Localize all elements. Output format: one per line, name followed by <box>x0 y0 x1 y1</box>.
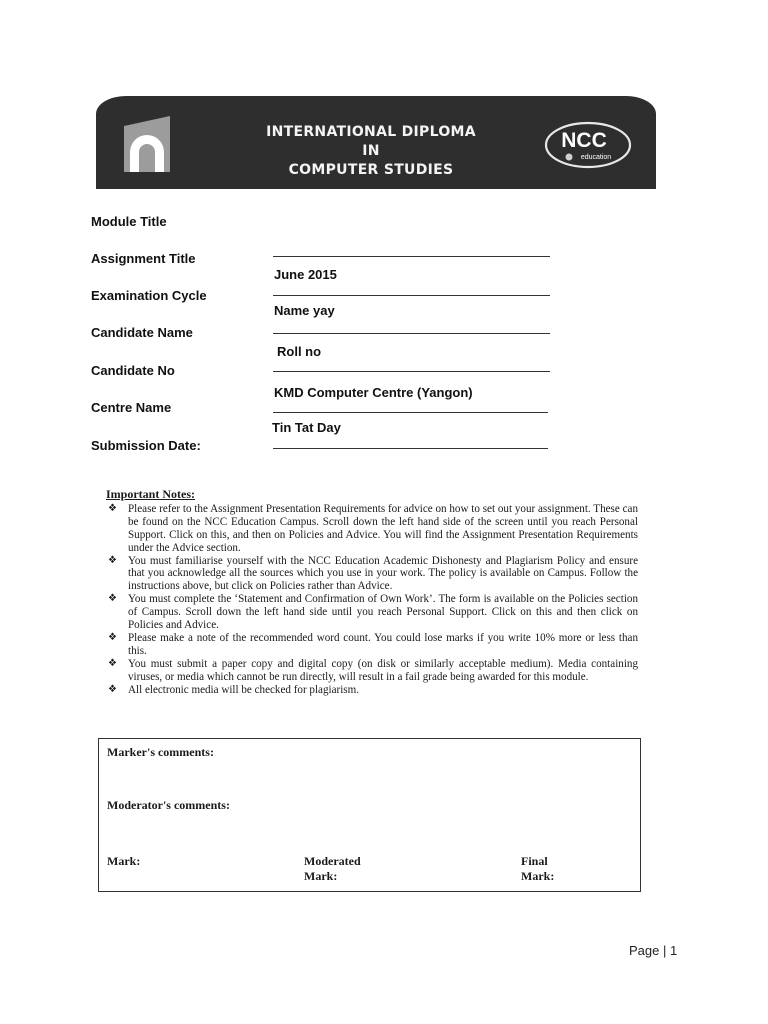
moderators-comments-label: Moderator's comments: <box>107 798 230 812</box>
note-text: You must submit a paper copy and digital copy (on disk or similarly acceptable medium). Media containing viruses, or media which cannot be run directly, will result in a fail grade being awarded for this module. <box>128 657 638 683</box>
important-notes <box>106 488 638 697</box>
comments-box <box>98 738 641 892</box>
note-text: Please make a note of the recommended word count. You could lose marks if you write 10% more or less than this. <box>128 631 638 657</box>
diamond-bullet-icon: ❖ <box>108 631 117 643</box>
note-text: All electronic media will be checked for plagiarism. <box>128 683 360 696</box>
ncc-education-logo-icon <box>544 120 632 170</box>
page-number: Page | 1 <box>629 943 678 958</box>
label-examination-cycle: Examination Cycle <box>91 288 207 303</box>
note-text: You must complete the ‘Statement and Confirmation of Own Work’. The form is available on the Policies section of Campus. Scroll down the left hand side until you reach Personal Support. Click on this and then click on Policies and Advice. <box>128 593 638 632</box>
banner-title-line: IN <box>362 143 380 159</box>
arch-logo-icon <box>124 116 170 172</box>
field-underline <box>273 295 550 296</box>
markers-comments-label: Marker's comments: <box>107 745 214 759</box>
note-item <box>106 632 638 658</box>
moderated-mark-line: Mark: <box>304 869 338 883</box>
diamond-bullet-icon: ❖ <box>108 657 117 669</box>
diamond-bullet-icon: ❖ <box>108 554 117 566</box>
label-candidate-name: Candidate Name <box>91 325 193 340</box>
value-candidate-name: Name yay <box>274 303 335 318</box>
value-candidate-no: Roll no <box>277 344 322 359</box>
banner-title <box>236 123 506 180</box>
field-underline <box>273 256 550 257</box>
moderated-mark-label <box>304 854 361 884</box>
diamond-bullet-icon: ❖ <box>108 593 117 605</box>
note-text: You must familiarise yourself with the NCC Education Academic Dishonesty and Plagiarism Policy and ensure that you acknowledge all the sources which you use in your work. The policy is available on Campus. Follow the instructions above, but click on Policies rather than Advice. <box>128 554 638 593</box>
field-underline <box>273 371 550 372</box>
moderated-mark-line: Moderated <box>304 854 361 868</box>
value-centre-name: KMD Computer Centre (Yangon) <box>274 385 473 400</box>
header-banner <box>96 96 656 189</box>
note-text: Please refer to the Assignment Presentation Requirements for advice on how to set out your assignment. These can be found on the NCC Education Campus. Scroll down the left hand side of the screen until you reach Personal Support. Click on this, and then on Policies and Advice. You will find the Assignment Presentation Requirements under the Advice section. <box>128 502 638 554</box>
final-mark-line: Final <box>521 854 548 868</box>
field-underline <box>273 412 548 413</box>
label-centre-name: Centre Name <box>91 400 172 415</box>
ncc-logo-text: NCC <box>561 129 607 152</box>
value-examination-cycle: June 2015 <box>274 267 337 282</box>
note-item <box>106 658 638 684</box>
note-item <box>106 555 638 594</box>
banner-title-line: INTERNATIONAL DIPLOMA <box>266 124 476 140</box>
field-underline <box>273 333 550 334</box>
note-item <box>106 503 638 555</box>
banner-title-line: COMPUTER STUDIES <box>288 162 454 178</box>
notes-heading: Important Notes: <box>106 487 195 501</box>
label-candidate-no: Candidate No <box>91 363 175 378</box>
diamond-bullet-icon: ❖ <box>108 502 117 514</box>
label-assignment-title: Assignment Title <box>91 251 196 266</box>
mark-label: Mark: <box>107 854 141 868</box>
ncc-logo-subtext: education <box>580 154 612 161</box>
value-submission-date: Tin Tat Day <box>272 420 341 435</box>
label-submission-date: Submission Date: <box>91 438 201 453</box>
note-item <box>106 684 638 697</box>
label-module-title: Module Title <box>91 214 167 229</box>
diamond-bullet-icon: ❖ <box>108 683 117 695</box>
final-mark-line: Mark: <box>521 869 555 883</box>
field-underline <box>273 448 548 449</box>
note-item <box>106 593 638 632</box>
final-mark-label <box>521 854 554 884</box>
